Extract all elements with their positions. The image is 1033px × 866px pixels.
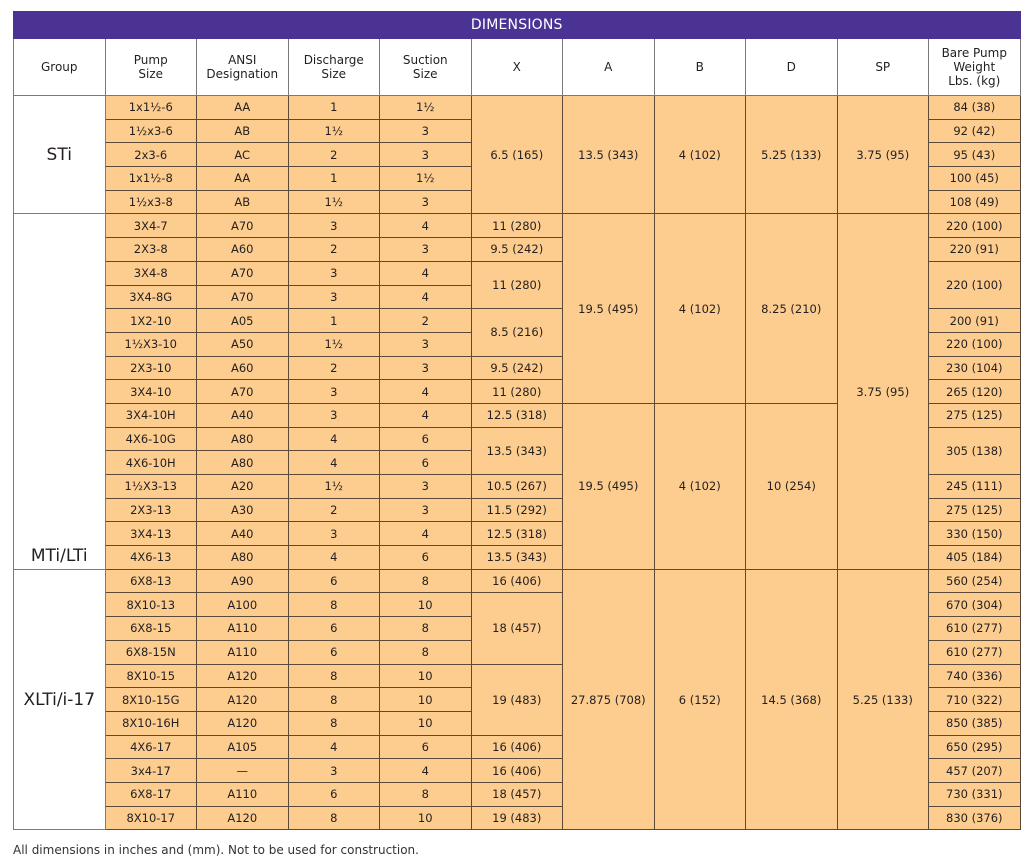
weight: 405 (184): [929, 546, 1021, 570]
pump-size: 8X10-15G: [105, 688, 197, 712]
pump-size: 3x4-17: [105, 759, 197, 783]
ansi-designation: A105: [197, 735, 289, 759]
ansi-designation: A60: [197, 356, 289, 380]
dim-d: 14.5 (368): [746, 569, 838, 830]
weight: 108 (49): [929, 190, 1021, 214]
ansi-designation: A30: [197, 498, 289, 522]
weight: 740 (336): [929, 664, 1021, 688]
dim-x: 19 (483): [471, 806, 563, 830]
pump-size: 4X6-17: [105, 735, 197, 759]
discharge-size: 6: [288, 640, 380, 664]
header-b: B: [654, 39, 746, 96]
dim-x: 6.5 (165): [471, 96, 563, 214]
suction-size: 3: [380, 332, 472, 356]
suction-size: 10: [380, 593, 472, 617]
pump-size: 2X3-10: [105, 356, 197, 380]
pump-size: 2X3-8: [105, 238, 197, 262]
dim-x: 18 (457): [471, 593, 563, 664]
footnote: All dimensions in inches and (mm). Not to be used for construction.: [13, 843, 419, 857]
dim-x: 8.5 (216): [471, 309, 563, 356]
suction-size: 10: [380, 664, 472, 688]
weight: 670 (304): [929, 593, 1021, 617]
pump-size: 4X6-13: [105, 546, 197, 570]
suction-size: 4: [380, 261, 472, 285]
weight: 200 (91): [929, 309, 1021, 333]
weight: 220 (100): [929, 261, 1021, 308]
header-sp: SP: [837, 39, 929, 96]
ansi-designation: A110: [197, 640, 289, 664]
suction-size: 3: [380, 498, 472, 522]
dim-x: 11 (280): [471, 214, 563, 238]
weight: 650 (295): [929, 735, 1021, 759]
header-suction-size: Suction Size: [380, 39, 472, 96]
dim-d: 5.25 (133): [746, 96, 838, 214]
pump-size: 8X10-15: [105, 664, 197, 688]
suction-size: 10: [380, 688, 472, 712]
dim-x: 18 (457): [471, 782, 563, 806]
weight: 220 (91): [929, 238, 1021, 262]
suction-size: 8: [380, 782, 472, 806]
dim-a: 19.5 (495): [563, 403, 655, 569]
pump-size: 1½X3-10: [105, 332, 197, 356]
pump-size: 1½x3-8: [105, 190, 197, 214]
suction-size: 4: [380, 403, 472, 427]
dim-b: 4 (102): [654, 96, 746, 214]
discharge-size: 8: [288, 688, 380, 712]
weight: 850 (385): [929, 711, 1021, 735]
ansi-designation: A90: [197, 569, 289, 593]
dim-x: 16 (406): [471, 569, 563, 593]
weight: 95 (43): [929, 143, 1021, 167]
discharge-size: 4: [288, 546, 380, 570]
weight: 610 (277): [929, 640, 1021, 664]
ansi-designation: —: [197, 759, 289, 783]
dim-sp: 3.75 (95): [837, 214, 929, 569]
weight: 830 (376): [929, 806, 1021, 830]
dim-x: 16 (406): [471, 735, 563, 759]
discharge-size: 2: [288, 238, 380, 262]
ansi-designation: AC: [197, 143, 289, 167]
pump-size: 3X4-7: [105, 214, 197, 238]
ansi-designation: AA: [197, 167, 289, 191]
ansi-designation: A70: [197, 380, 289, 404]
pump-size: 8X10-16H: [105, 711, 197, 735]
pump-size: 6X8-17: [105, 782, 197, 806]
group-label-xlti: XLTi/i-17: [14, 569, 106, 830]
pump-size: 6X8-13: [105, 569, 197, 593]
suction-size: 3: [380, 143, 472, 167]
header-x: X: [471, 39, 563, 96]
header-pump-size: Pump Size: [105, 39, 197, 96]
suction-size: 3: [380, 356, 472, 380]
discharge-size: 1½: [288, 190, 380, 214]
dim-x: 11 (280): [471, 380, 563, 404]
weight: 330 (150): [929, 522, 1021, 546]
suction-size: 3: [380, 190, 472, 214]
pump-size: 3X4-10: [105, 380, 197, 404]
dim-x: 9.5 (242): [471, 238, 563, 262]
suction-size: 4: [380, 214, 472, 238]
weight: 610 (277): [929, 617, 1021, 641]
pump-size: 1x1½-6: [105, 96, 197, 120]
ansi-designation: A70: [197, 214, 289, 238]
ansi-designation: A80: [197, 451, 289, 475]
ansi-designation: A120: [197, 711, 289, 735]
weight: 84 (38): [929, 96, 1021, 120]
discharge-size: 3: [288, 522, 380, 546]
discharge-size: 8: [288, 593, 380, 617]
suction-size: 4: [380, 522, 472, 546]
discharge-size: 1½: [288, 332, 380, 356]
pump-size: 6X8-15: [105, 617, 197, 641]
column-header-row: [14, 39, 1021, 96]
pump-size: 8X10-17: [105, 806, 197, 830]
suction-size: 8: [380, 617, 472, 641]
pump-size: 3X4-8G: [105, 285, 197, 309]
discharge-size: 1½: [288, 119, 380, 143]
pump-size: 1x1½-8: [105, 167, 197, 191]
ansi-designation: A50: [197, 332, 289, 356]
discharge-size: 3: [288, 759, 380, 783]
ansi-designation: A40: [197, 522, 289, 546]
ansi-designation: A70: [197, 285, 289, 309]
dim-a: 19.5 (495): [563, 214, 655, 404]
dim-b: 6 (152): [654, 569, 746, 830]
discharge-size: 3: [288, 380, 380, 404]
discharge-size: 3: [288, 285, 380, 309]
dim-sp: 5.25 (133): [837, 569, 929, 830]
weight: 730 (331): [929, 782, 1021, 806]
weight: 230 (104): [929, 356, 1021, 380]
dim-d: 8.25 (210): [746, 214, 838, 404]
pump-size: 8X10-13: [105, 593, 197, 617]
ansi-designation: A80: [197, 546, 289, 570]
discharge-size: 1: [288, 96, 380, 120]
header-discharge-size: Discharge Size: [288, 39, 380, 96]
pump-size: 1½x3-6: [105, 119, 197, 143]
discharge-size: 3: [288, 261, 380, 285]
suction-size: 6: [380, 735, 472, 759]
dim-x: 13.5 (343): [471, 546, 563, 570]
discharge-size: 8: [288, 711, 380, 735]
suction-size: 1½: [380, 167, 472, 191]
pump-size: 6X8-15N: [105, 640, 197, 664]
dimensions-table-container: [13, 11, 1020, 830]
suction-size: 3: [380, 238, 472, 262]
discharge-size: 1½: [288, 475, 380, 499]
ansi-designation: AA: [197, 96, 289, 120]
table-title: DIMENSIONS: [14, 12, 1021, 39]
discharge-size: 3: [288, 403, 380, 427]
discharge-size: 3: [288, 214, 380, 238]
weight: 560 (254): [929, 569, 1021, 593]
ansi-designation: A110: [197, 617, 289, 641]
ansi-designation: A40: [197, 403, 289, 427]
discharge-size: 2: [288, 356, 380, 380]
table-row: [14, 214, 1021, 238]
dim-x: 16 (406): [471, 759, 563, 783]
pump-size: 2x3-6: [105, 143, 197, 167]
ansi-designation: A120: [197, 806, 289, 830]
weight: 275 (125): [929, 403, 1021, 427]
weight: 245 (111): [929, 475, 1021, 499]
discharge-size: 6: [288, 617, 380, 641]
dim-x: 9.5 (242): [471, 356, 563, 380]
weight: 92 (42): [929, 119, 1021, 143]
dim-x: 19 (483): [471, 664, 563, 735]
discharge-size: 4: [288, 735, 380, 759]
dim-x: 12.5 (318): [471, 522, 563, 546]
discharge-size: 6: [288, 569, 380, 593]
ansi-designation: AB: [197, 119, 289, 143]
suction-size: 4: [380, 285, 472, 309]
discharge-size: 1: [288, 309, 380, 333]
suction-size: 3: [380, 119, 472, 143]
discharge-size: 6: [288, 782, 380, 806]
ansi-designation: A70: [197, 261, 289, 285]
header-d: D: [746, 39, 838, 96]
header-a: A: [563, 39, 655, 96]
pump-size: 2X3-13: [105, 498, 197, 522]
dim-a: 27.875 (708): [563, 569, 655, 830]
suction-size: 1½: [380, 96, 472, 120]
dim-x: 13.5 (343): [471, 427, 563, 474]
discharge-size: 2: [288, 498, 380, 522]
weight: 457 (207): [929, 759, 1021, 783]
discharge-size: 4: [288, 427, 380, 451]
weight: 275 (125): [929, 498, 1021, 522]
weight: 710 (322): [929, 688, 1021, 712]
weight: 220 (100): [929, 214, 1021, 238]
dim-d: 10 (254): [746, 403, 838, 569]
weight: 265 (120): [929, 380, 1021, 404]
dim-sp: 3.75 (95): [837, 96, 929, 214]
group-label-mti-lti: MTi/LTi: [14, 214, 106, 569]
table-row: [14, 96, 1021, 120]
ansi-designation: A05: [197, 309, 289, 333]
dim-x: 11 (280): [471, 261, 563, 308]
weight: 305 (138): [929, 427, 1021, 474]
pump-size: 4X6-10H: [105, 451, 197, 475]
header-bare-pump-weight: Bare Pump Weight Lbs. (kg): [929, 39, 1021, 96]
table-row: [14, 569, 1021, 593]
discharge-size: 1: [288, 167, 380, 191]
ansi-designation: A60: [197, 238, 289, 262]
table-title-row: [14, 12, 1021, 39]
discharge-size: 8: [288, 664, 380, 688]
dimensions-table: [13, 11, 1021, 830]
pump-size: 1½X3-13: [105, 475, 197, 499]
pump-size: 3X4-10H: [105, 403, 197, 427]
dim-x: 12.5 (318): [471, 403, 563, 427]
ansi-designation: A20: [197, 475, 289, 499]
suction-size: 6: [380, 427, 472, 451]
ansi-designation: A80: [197, 427, 289, 451]
group-label-sti: STi: [14, 96, 106, 214]
ansi-designation: A100: [197, 593, 289, 617]
ansi-designation: A110: [197, 782, 289, 806]
suction-size: 2: [380, 309, 472, 333]
discharge-size: 4: [288, 451, 380, 475]
pump-size: 4X6-10G: [105, 427, 197, 451]
pump-size: 1X2-10: [105, 309, 197, 333]
dim-b: 4 (102): [654, 214, 746, 404]
dim-x: 11.5 (292): [471, 498, 563, 522]
ansi-designation: A120: [197, 664, 289, 688]
discharge-size: 2: [288, 143, 380, 167]
suction-size: 10: [380, 806, 472, 830]
pump-size: 3X4-8: [105, 261, 197, 285]
dim-x: 10.5 (267): [471, 475, 563, 499]
suction-size: 8: [380, 640, 472, 664]
suction-size: 3: [380, 475, 472, 499]
suction-size: 4: [380, 380, 472, 404]
suction-size: 8: [380, 569, 472, 593]
weight: 100 (45): [929, 167, 1021, 191]
dim-a: 13.5 (343): [563, 96, 655, 214]
suction-size: 4: [380, 759, 472, 783]
header-group: Group: [14, 39, 106, 96]
pump-size: 3X4-13: [105, 522, 197, 546]
ansi-designation: A120: [197, 688, 289, 712]
suction-size: 6: [380, 546, 472, 570]
weight: 220 (100): [929, 332, 1021, 356]
dim-b: 4 (102): [654, 403, 746, 569]
suction-size: 10: [380, 711, 472, 735]
ansi-designation: AB: [197, 190, 289, 214]
discharge-size: 8: [288, 806, 380, 830]
header-ansi-designation: ANSI Designation: [197, 39, 289, 96]
suction-size: 6: [380, 451, 472, 475]
